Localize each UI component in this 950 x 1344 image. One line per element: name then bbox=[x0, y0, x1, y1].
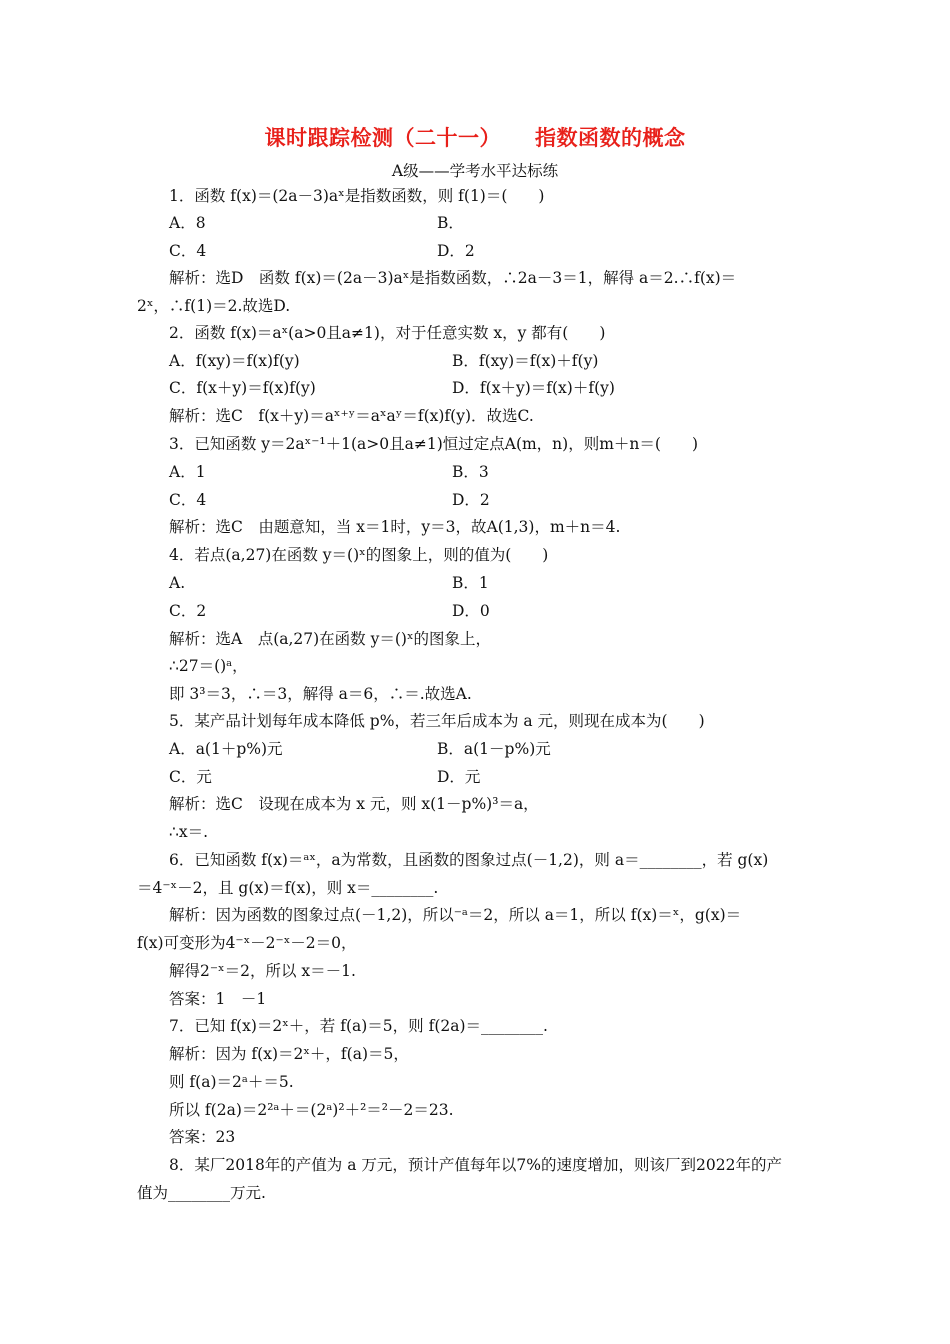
solution-text: f(x)可变形为4⁻ˣ－2⁻ˣ－2＝0， bbox=[137, 934, 357, 952]
section-subtitle: A级——学考水平达标练 bbox=[391, 162, 559, 180]
question-8: 8．某厂2018年的产值为 a 万元，预计产值每年以7%的速度增加，则该厂到2022年的产 bbox=[169, 1156, 782, 1174]
option-b: B．1 bbox=[452, 574, 489, 592]
question-3: 3．已知函数 y＝2aˣ⁻¹＋1(a>0且a≠1)恒过定点A(m，n)，则m＋n＝( ) bbox=[169, 435, 698, 453]
option-b: B． bbox=[437, 214, 464, 232]
title-topic: 指数函数的概念 bbox=[535, 125, 686, 150]
option-d: D．元 bbox=[437, 768, 481, 786]
option-d: D．2 bbox=[437, 242, 475, 260]
solution-text: 2ˣ，∴f(1)＝2.故选D. bbox=[137, 297, 291, 315]
solution-text: 解析：选A 点(a,27)在函数 y＝()ˣ的图象上， bbox=[169, 630, 492, 648]
option-a: A．8 bbox=[169, 214, 206, 232]
solution-text: 解析：选C 由题意知，当 x＝1时，y＝3，故A(1,3)，m＋n＝4. bbox=[169, 518, 621, 536]
answer-text: 答案：1 －1 bbox=[169, 990, 267, 1008]
question-6-cont: ＝4⁻ˣ－2，且 g(x)＝f(x)，则 x＝________. bbox=[137, 879, 439, 897]
title-main: 课时跟踪检测（二十一） bbox=[264, 125, 501, 150]
question-8-cont: 值为________万元. bbox=[137, 1184, 266, 1202]
option-a: A. bbox=[169, 574, 186, 592]
option-b: B．a(1－p%)元 bbox=[437, 740, 551, 758]
question-2: 2．函数 f(x)＝aˣ(a>0且a≠1)，对于任意实数 x，y 都有( ) bbox=[169, 324, 606, 342]
option-b: B．f(xy)＝f(x)＋f(y) bbox=[452, 352, 599, 370]
page-title bbox=[0, 122, 950, 152]
solution-text: ∴x＝. bbox=[169, 823, 209, 841]
option-a: A．1 bbox=[169, 463, 206, 481]
option-b: B．3 bbox=[452, 463, 489, 481]
solution-text: 解析：因为 f(x)＝2ˣ＋，f(a)＝5， bbox=[169, 1045, 409, 1063]
question-7: 7．已知 f(x)＝2ˣ＋，若 f(a)＝5，则 f(2a)＝________. bbox=[169, 1017, 548, 1035]
answer-text: 答案：23 bbox=[169, 1128, 236, 1146]
question-6: 6．已知函数 f(x)＝ᵃˣ，a为常数，且函数的图象过点(－1,2)，则 a＝________，若 g(x) bbox=[169, 851, 769, 869]
option-c: C．f(x＋y)＝f(x)f(y) bbox=[169, 379, 316, 397]
option-d: D．f(x＋y)＝f(x)＋f(y) bbox=[452, 379, 615, 397]
solution-text: 解析：选D 函数 f(x)＝(2a－3)aˣ是指数函数，∴2a－3＝1，解得 a＝2.∴f(x)＝ bbox=[169, 269, 737, 287]
solution-text: 即 3³＝3，∴＝3，解得 a＝6，∴＝.故选A. bbox=[169, 685, 472, 703]
option-d: D．2 bbox=[452, 491, 490, 509]
option-a: A．f(xy)＝f(x)f(y) bbox=[169, 352, 300, 370]
question-1: 1．函数 f(x)＝(2a－3)aˣ是指数函数，则 f(1)＝( ) bbox=[169, 187, 545, 205]
option-c: C．2 bbox=[169, 602, 207, 620]
option-c: C．4 bbox=[169, 242, 207, 260]
option-a: A．a(1＋p%)元 bbox=[169, 740, 283, 758]
solution-text: 则 f(a)＝2ᵃ＋＝5. bbox=[169, 1073, 294, 1091]
solution-text: 解析：选C f(x＋y)＝aˣ⁺ʸ＝aˣaʸ＝f(x)f(y)．故选C. bbox=[169, 407, 534, 425]
question-4: 4．若点(a,27)在函数 y＝()ˣ的图象上，则的值为( ) bbox=[169, 546, 549, 564]
option-c: C．4 bbox=[169, 491, 207, 509]
option-d: D．0 bbox=[452, 602, 490, 620]
solution-text: 所以 f(2a)＝2²ᵃ＋＝(2ᵃ)²＋²＝²－2＝23. bbox=[169, 1101, 454, 1119]
solution-text: 解析：选C 设现在成本为 x 元，则 x(1－p%)³＝a， bbox=[169, 795, 539, 813]
option-c: C．元 bbox=[169, 768, 212, 786]
solution-text: 解析：因为函数的图象过点(－1,2)，所以⁻ᵃ＝2，所以 a＝1，所以 f(x)＝ˣ，g(x)＝ bbox=[169, 906, 742, 924]
question-5: 5．某产品计划每年成本降低 p%，若三年后成本为 a 元，则现在成本为( ) bbox=[169, 712, 705, 730]
solution-text: 解得2⁻ˣ＝2，所以 x＝－1. bbox=[169, 962, 356, 980]
solution-text: ∴27＝()ᵃ， bbox=[169, 657, 248, 675]
